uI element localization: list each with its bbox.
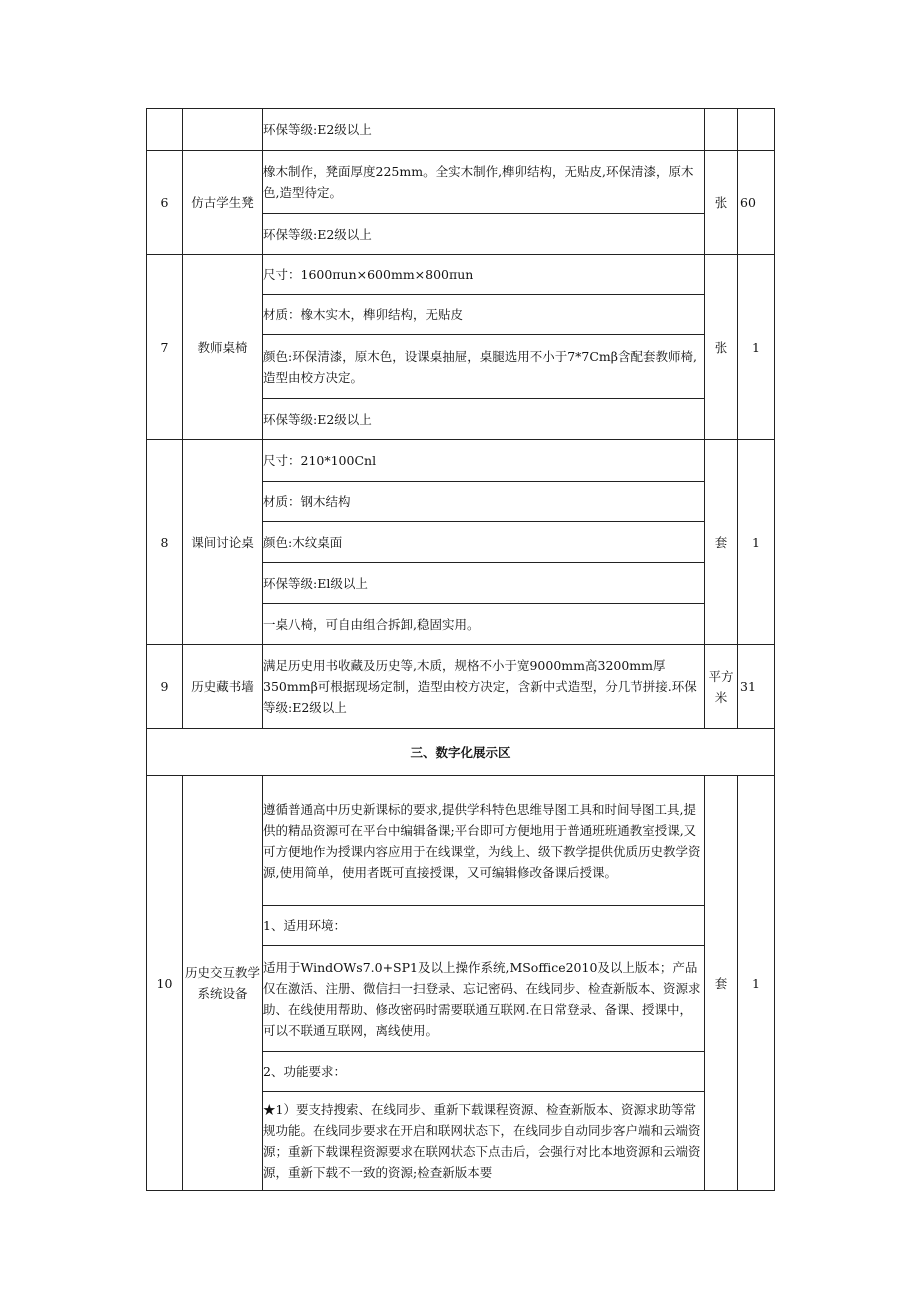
num-cell bbox=[147, 109, 183, 151]
section-title: 三、数字化展示区 bbox=[147, 729, 775, 776]
spec-cell: 满足历史用书收藏及历史等,木质，规格不小于宽9000mm高3200mm厚350mmβ可根据现场定制，造型由校方决定，含新中式造型，分几节拼接.环保等级:E2级以上 bbox=[263, 645, 705, 729]
unit-cell: 套 bbox=[705, 440, 738, 645]
spec-cell: 尺寸：1600πun×600mm×800πun bbox=[263, 255, 705, 295]
unit-cell: 张 bbox=[705, 255, 738, 440]
spec-cell: 一桌八椅，可自由组合拆卸,稳固实用。 bbox=[263, 604, 705, 645]
num-cell: 6 bbox=[147, 151, 183, 255]
unit-cell: 套 bbox=[705, 776, 738, 1191]
qty-cell: 1 bbox=[738, 255, 775, 440]
qty-cell: 1 bbox=[738, 440, 775, 645]
table-row bbox=[147, 645, 775, 729]
name-cell bbox=[183, 109, 263, 151]
spec-cell: 遵循普通高中历史新课标的要求,提供学科特色思维导图工具和时间导图工具,提供的精品资源可在平台中编辑备课;平台即可方便地用于普通班班通教室授课,又可方便地作为授课内容应用于在线课堂，为线上、级下教学提供优质历史教学资源,使用简单，使用者既可直接授课，又可编辑修改备课后授课。 bbox=[263, 776, 705, 906]
name-cell: 课间讨论桌 bbox=[183, 440, 263, 645]
name-cell: 仿古学生凳 bbox=[183, 151, 263, 255]
unit-cell bbox=[705, 109, 738, 151]
qty-cell: 31 bbox=[738, 645, 775, 729]
num-cell: 9 bbox=[147, 645, 183, 729]
num-cell: 7 bbox=[147, 255, 183, 440]
spec-cell: 颜色:环保清漆，原木色，设课桌抽屉，桌腿选用不小于7*7Cmβ含配套教师椅,造型由校方决定。 bbox=[263, 335, 705, 399]
spec-cell: 材质：橡木实木，榫卯结构，无贴皮 bbox=[263, 295, 705, 335]
qty-cell: 60 bbox=[738, 151, 775, 255]
qty-cell bbox=[738, 109, 775, 151]
unit-cell: 张 bbox=[705, 151, 738, 255]
spec-cell: 材质：钢木结构 bbox=[263, 482, 705, 522]
name-cell: 教师桌椅 bbox=[183, 255, 263, 440]
spec-cell: 尺寸：210*100Cnl bbox=[263, 440, 705, 482]
unit-cell: 平方米 bbox=[705, 645, 738, 729]
specification-table bbox=[146, 108, 775, 1191]
spec-cell: 环保等级:E2级以上 bbox=[263, 214, 705, 255]
table-row bbox=[147, 109, 775, 151]
spec-cell: 1、适用环境： bbox=[263, 906, 705, 946]
num-cell: 8 bbox=[147, 440, 183, 645]
spec-cell: 颜色:木纹桌面 bbox=[263, 522, 705, 563]
qty-cell: 1 bbox=[738, 776, 775, 1191]
spec-cell: 环保等级:E2级以上 bbox=[263, 399, 705, 440]
spec-cell: 橡木制作，凳面厚度225mm。全实木制作,榫卯结构，无贴皮,环保清漆，原木色,造型待定。 bbox=[263, 151, 705, 214]
spec-cell: 2、功能要求： bbox=[263, 1052, 705, 1092]
name-cell: 历史藏书墙 bbox=[183, 645, 263, 729]
table-row bbox=[147, 776, 775, 906]
spec-cell: 适用于WindOWs7.0+SP1及以上操作系统,MSoffice2010及以上版本；产品仅在激活、注册、微信扫一扫登录、忘记密码、在线同步、检查新版本、资源求助、在线使用帮助、修改密码时需要联通互联网.在日常登录、备课、授课中，可以不联通互联网，离线使用。 bbox=[263, 946, 705, 1052]
spec-cell: ★1）要支持搜索、在线同步、重新下载课程资源、检查新版本、资源求助等常规功能。在线同步要求在开启和联网状态下，在线同步自动同步客户端和云端资源；重新下载课程资源要求在联网状态下点击后，会强行对比本地资源和云端资源，重新下载不一致的资源;检查新版本要 bbox=[263, 1092, 705, 1191]
table-row bbox=[147, 151, 775, 214]
name-cell: 历史交互教学系统设备 bbox=[183, 776, 263, 1191]
table-row bbox=[147, 255, 775, 295]
num-cell: 10 bbox=[147, 776, 183, 1191]
spec-cell: 环保等级:El级以上 bbox=[263, 563, 705, 604]
table-row bbox=[147, 440, 775, 482]
section-row bbox=[147, 729, 775, 776]
spec-cell: 环保等级:E2级以上 bbox=[263, 109, 705, 151]
